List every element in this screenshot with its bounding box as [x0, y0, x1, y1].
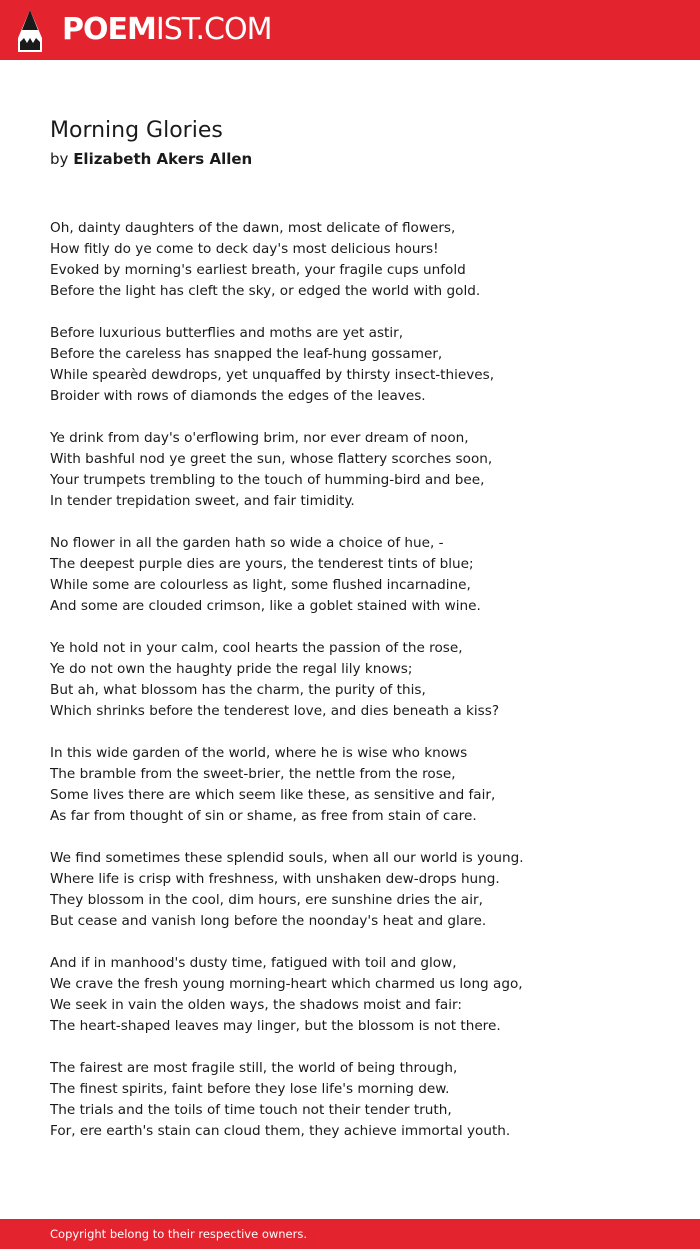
poem-line: Before the careless has snapped the leaf-hung gossamer, — [50, 346, 443, 362]
poem-line: In tender trepidation sweet, and fair timidity. — [50, 493, 355, 509]
poem-line: The deepest purple dies are yours, the tenderest tints of blue; — [50, 556, 474, 572]
poem-line: They blossom in the cool, dim hours, ere sunshine dries the air, — [50, 892, 483, 908]
poem-line: With bashful nod ye greet the sun, whose flattery scorches soon, — [50, 451, 493, 467]
poem-line: But cease and vanish long before the noonday's heat and glare. — [50, 913, 487, 929]
poem-line: In this wide garden of the world, where he is wise who knows — [50, 745, 468, 761]
poem-line: Which shrinks before the tenderest love, and dies beneath a kiss? — [50, 703, 500, 719]
poem-stanza — [50, 533, 660, 617]
poem-line: Before the light has cleft the sky, or edged the world with gold. — [50, 283, 481, 299]
byline-prefix: by — [50, 150, 69, 168]
poem-line: The trials and the toils of time touch not their tender truth, — [50, 1102, 452, 1118]
poem-line: No flower in all the garden hath so wide a choice of hue, - — [50, 535, 444, 551]
poem-line: Where life is crisp with freshness, with unshaken dew-drops hung. — [50, 871, 500, 887]
pencil-tip-icon[interactable] — [18, 10, 42, 52]
poem-line: We seek in vain the olden ways, the shadows moist and fair: — [50, 997, 462, 1013]
poem-line: We crave the fresh young morning-heart which charmed us long ago, — [50, 976, 523, 992]
poem-stanza — [50, 428, 660, 512]
poem-line: Before luxurious butterflies and moths are yet astir, — [50, 325, 404, 341]
poem-line: As far from thought of sin or shame, as free from stain of care. — [50, 808, 477, 824]
poem-line: For, ere earth's stain can cloud them, they achieve immortal youth. — [50, 1123, 511, 1139]
site-header — [0, 0, 700, 60]
poem-line: While some are colourless as light, some flushed incarnadine, — [50, 577, 471, 593]
poem-line: Ye do not own the haughty pride the regal lily knows; — [50, 661, 413, 677]
poem-byline — [50, 148, 252, 170]
poem-line: The finest spirits, faint before they lose life's morning dew. — [50, 1081, 450, 1097]
poem-line: Ye drink from day's o'erflowing brim, nor ever dream of noon, — [50, 430, 469, 446]
poem-line: Broider with rows of diamonds the edges of the leaves. — [50, 388, 426, 404]
poem-stanza — [50, 1058, 660, 1142]
poem-line: How fitly do ye come to deck day's most delicious hours! — [50, 241, 439, 257]
poem-line: While spearèd dewdrops, yet unquaffed by thirsty insect-thieves, — [50, 367, 495, 383]
logo-bold-text: POEM — [62, 12, 156, 47]
site-logo[interactable] — [62, 10, 271, 50]
poem-line: Evoked by morning's earliest breath, your fragile cups unfold — [50, 262, 466, 278]
poem-stanza — [50, 323, 660, 407]
poem-stanza — [50, 218, 660, 302]
poem-line: The heart-shaped leaves may linger, but the blossom is not there. — [50, 1018, 501, 1034]
poem-line: Your trumpets trembling to the touch of humming-bird and bee, — [50, 472, 485, 488]
poem-line: Oh, dainty daughters of the dawn, most delicate of flowers, — [50, 220, 456, 236]
poem-line: But ah, what blossom has the charm, the purity of this, — [50, 682, 426, 698]
copyright-text: Copyright belong to their respective owners. — [50, 1227, 308, 1241]
poem-author: Elizabeth Akers Allen — [73, 150, 253, 168]
poem-line: We find sometimes these splendid souls, when all our world is young. — [50, 850, 524, 866]
poem-line: And if in manhood's dusty time, fatigued with toil and glow, — [50, 955, 457, 971]
poem-line: The bramble from the sweet-brier, the nettle from the rose, — [50, 766, 456, 782]
poem-stanza — [50, 638, 660, 722]
poem-line: Ye hold not in your calm, cool hearts the passion of the rose, — [50, 640, 463, 656]
poem-line: Some lives there are which seem like these, as sensitive and fair, — [50, 787, 496, 803]
poem-stanza — [50, 953, 660, 1037]
poem-line: And some are clouded crimson, like a goblet stained with wine. — [50, 598, 481, 614]
logo-light-text: IST.COM — [155, 12, 272, 47]
poem-stanza — [50, 848, 660, 932]
poem-line: The fairest are most fragile still, the world of being through, — [50, 1060, 458, 1076]
poem-stanza — [50, 743, 660, 827]
poem-body — [50, 218, 660, 1163]
site-footer — [0, 1219, 700, 1249]
poem-title: Morning Glories — [50, 118, 223, 143]
